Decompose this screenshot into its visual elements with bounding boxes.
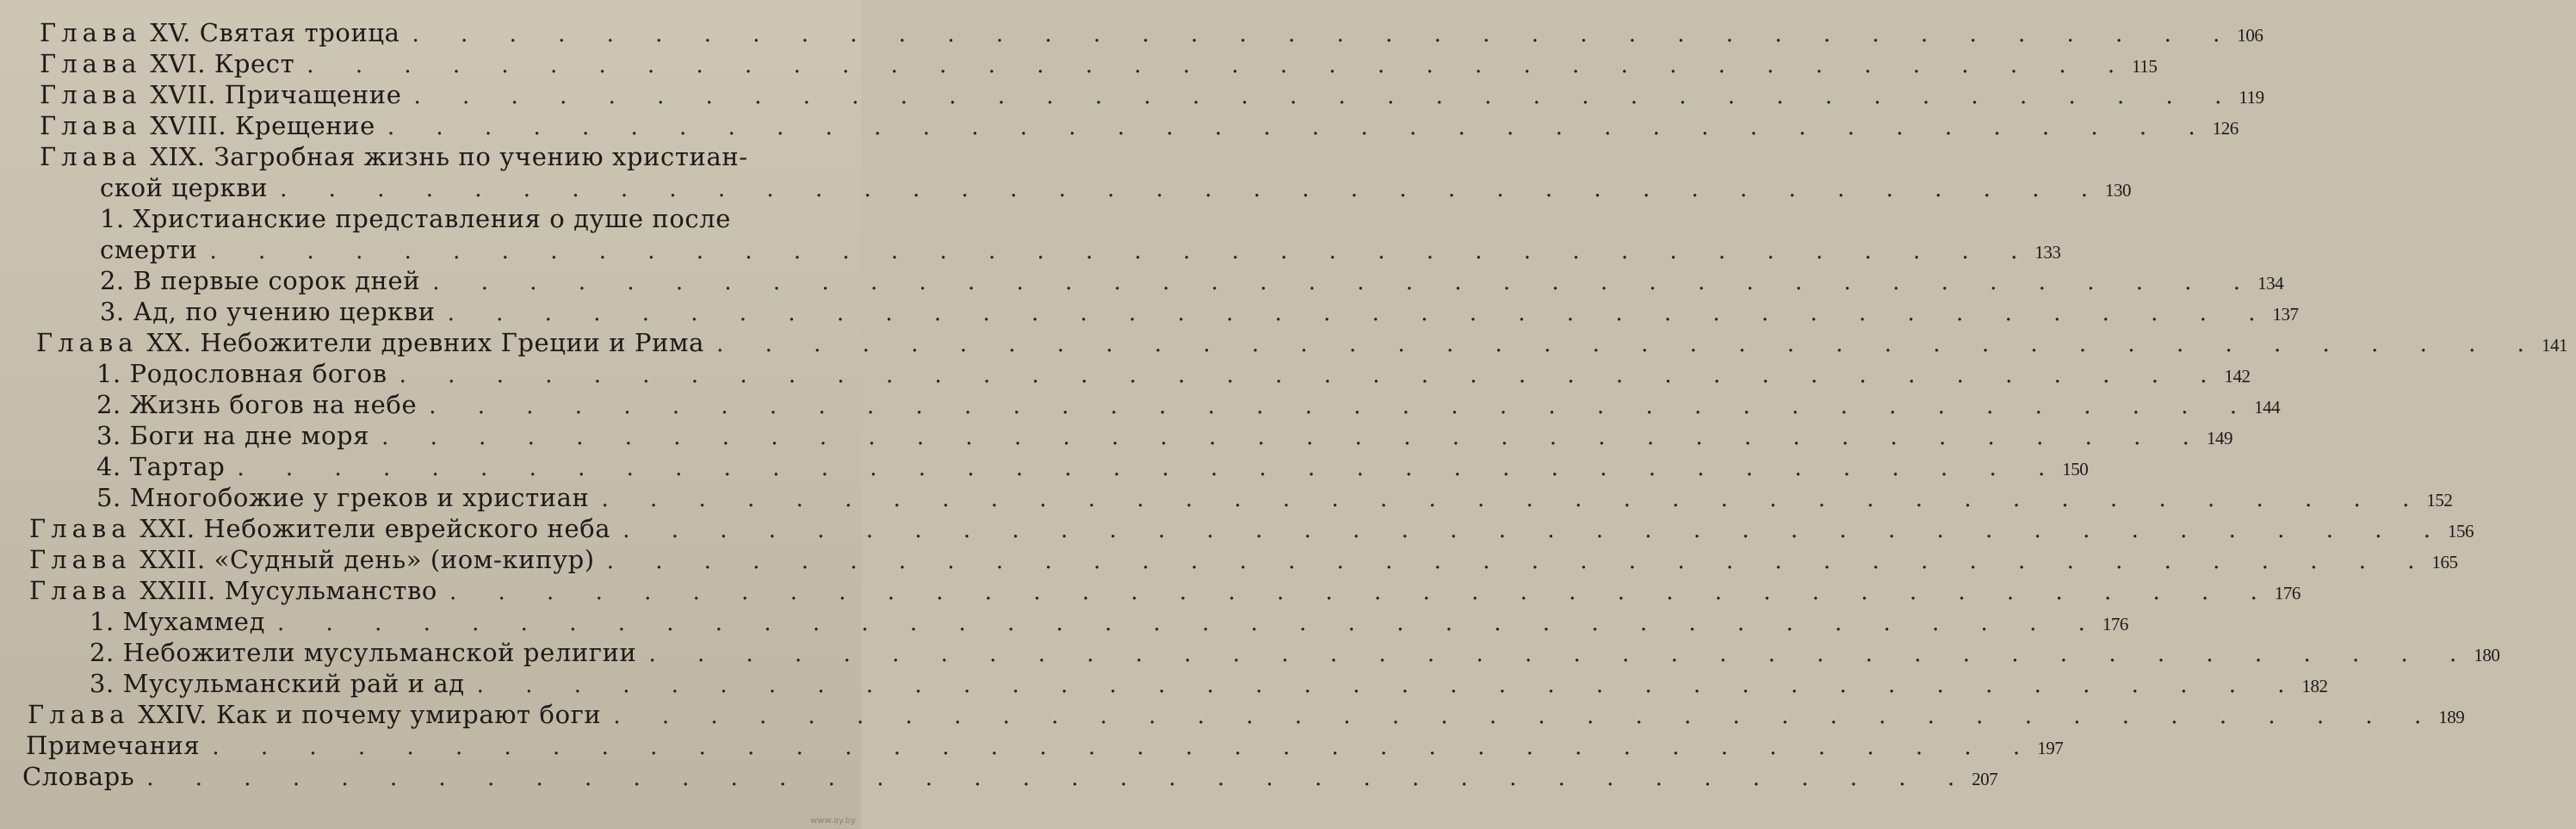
toc-entry-title xyxy=(0,141,748,172)
entry-text: 2. Небожители мусульманской религии xyxy=(90,638,637,667)
page-number: 150 xyxy=(2062,459,2089,479)
entry-text: XXII. «Судный день» (иом-кипур) xyxy=(139,545,595,574)
page-number: 133 xyxy=(2034,242,2061,263)
page-number: 180 xyxy=(2474,645,2500,665)
page-number: 144 xyxy=(2254,397,2281,418)
chapter-prefix: Глава xyxy=(28,700,130,729)
page-number: 189 xyxy=(2438,707,2465,727)
toc-entry xyxy=(0,544,2458,575)
watermark: www.ay.by xyxy=(810,816,856,826)
toc-entry-title xyxy=(0,451,225,482)
entry-text: 3. Мусульманский рай и ад xyxy=(90,669,465,698)
toc-entry-title xyxy=(0,234,198,265)
toc-entry xyxy=(0,389,2281,420)
page-number: 197 xyxy=(2037,738,2064,758)
chapter-prefix: Глава xyxy=(29,545,132,574)
dot-leader: . . . . . . . . . . . . . . . . . . . . . . . . . . . . . . . . . . . . . . xyxy=(381,424,2207,450)
page-number: 149 xyxy=(2206,428,2232,449)
toc-entry xyxy=(0,79,2264,110)
entry-text: Примечания xyxy=(26,731,201,760)
entry-text: Словарь xyxy=(22,762,135,791)
page-number: 142 xyxy=(2224,366,2251,387)
entry-text: 3. Боги на дне моря xyxy=(96,421,370,450)
toc-entry-title xyxy=(0,668,465,699)
toc-entry xyxy=(0,730,2064,761)
chapter-prefix: Глава xyxy=(29,514,132,543)
dot-leader: . . . . . . . . . . . . . . . . . . . . . . . . . . . . . . . . . . . . . . xyxy=(387,114,2213,140)
page-number: 165 xyxy=(2431,552,2458,572)
toc-entry xyxy=(0,637,2500,668)
page-number: 130 xyxy=(2105,180,2131,201)
toc-entry-title xyxy=(0,420,369,451)
toc-entry-title xyxy=(0,296,436,327)
toc-entry-title xyxy=(0,544,595,575)
dot-leader: . . . . . . . . . . . . . . . . . . . . . . . . . . . . . . . . . . . . . . xyxy=(449,579,2275,605)
dot-leader: . . . . . . . . . . . . . . . . . . . . . . . . . . . . . . . . . . . . . . xyxy=(146,765,1972,791)
toc-entry-title xyxy=(0,358,387,389)
toc-entry-title xyxy=(0,79,401,110)
toc-entry-title xyxy=(0,203,731,234)
entry-text: XIX. Загробная жизнь по учению христиан- xyxy=(150,142,748,171)
toc-entry-title xyxy=(0,172,268,203)
entry-text: XVIII. Крещение xyxy=(150,111,375,140)
dot-leader: . . . . . . . . . . . . . . . . . . . . . . . . . . . . . . . . . . . . . . xyxy=(237,455,2063,481)
page-number: 156 xyxy=(2448,521,2474,541)
chapter-prefix: Глава xyxy=(29,576,132,605)
dot-leader: . . . . . . . . . . . . . . . . . . . . . . . . . . . . . . . . . . . . . . xyxy=(212,734,2038,760)
dot-leader: . . . . . . . . . . . . . . . . . . . . . . . . . . . . . . . . . . . . . . xyxy=(209,238,2035,264)
dot-leader: . . . . . . . . . . . . . . . . . . . . . . . . . . . . . . . . . . . . . . xyxy=(447,300,2273,326)
chapter-prefix: Глава xyxy=(40,80,142,109)
dot-leader: . . . . . . . . . . . . . . . . . . . . . . . . . . . . . . . . . . . . . . xyxy=(277,610,2102,636)
entry-text: ской церкви xyxy=(100,173,269,202)
toc-entry xyxy=(0,141,861,172)
dot-leader: . . . . . . . . . . . . . . . . . . . . . . . . . . . . . . . . . . . . . . xyxy=(601,486,2427,512)
toc-entry xyxy=(0,48,2158,79)
entry-text: XXIII. Мусульманство xyxy=(139,576,437,605)
toc-entry xyxy=(0,296,2299,327)
entry-text: 1. Мухаммед xyxy=(90,607,266,636)
toc-entry xyxy=(0,234,2061,265)
toc-entry-title xyxy=(0,482,590,513)
toc-entry-title xyxy=(0,48,294,79)
toc-entry-title xyxy=(0,730,200,761)
page-number: 182 xyxy=(2301,676,2328,696)
page-number: 115 xyxy=(2132,56,2158,77)
chapter-prefix: Глава xyxy=(36,328,139,357)
entry-text: XVII. Причащение xyxy=(150,80,402,109)
toc-entry-title xyxy=(0,575,437,606)
toc-entry xyxy=(0,668,2328,699)
toc-entry xyxy=(0,482,2453,513)
toc-entry-title xyxy=(0,513,610,544)
chapter-prefix: Глава xyxy=(40,49,142,78)
chapter-prefix: Глава xyxy=(40,142,142,171)
page-number: 106 xyxy=(2237,25,2263,46)
toc-entry xyxy=(0,203,861,234)
page-number: 134 xyxy=(2257,273,2284,294)
entry-text: XXIV. Как и почему умирают боги xyxy=(138,700,602,729)
dot-leader: . . . . . . . . . . . . . . . . . . . . . . . . . . . . . . . . . . . . . . xyxy=(648,641,2474,667)
toc-entry xyxy=(0,451,2089,482)
chapter-prefix: Глава xyxy=(40,111,142,140)
page-number: 152 xyxy=(2426,490,2453,510)
toc-entry xyxy=(0,358,2251,389)
chapter-prefix: Глава xyxy=(40,18,142,47)
toc-entry xyxy=(0,265,2284,296)
toc-entry xyxy=(0,110,2239,141)
dot-leader: . . . . . . . . . . . . . . . . . . . . . . . . . . . . . . . . . . . . . . xyxy=(613,703,2439,729)
entry-text: 1. Христианские представления о душе после xyxy=(100,204,732,233)
toc-entry xyxy=(0,172,2131,203)
toc-entry-title xyxy=(0,606,265,637)
entry-text: XVI. Крест xyxy=(150,49,295,78)
toc-entry xyxy=(0,513,2474,544)
entry-text: 1. Родословная богов xyxy=(96,359,387,388)
dot-leader: . . . . . . . . . . . . . . . . . . . . . . . . . . . . . . . . . . . . . . xyxy=(412,22,2238,47)
toc-entry-title xyxy=(0,637,636,668)
dot-leader: . . . . . . . . . . . . . . . . . . . . . . . . . . . . . . . . . . . . . . xyxy=(429,393,2255,419)
page-number: 126 xyxy=(2212,118,2239,139)
toc-entry xyxy=(0,327,2567,358)
toc-entry xyxy=(0,575,2300,606)
entry-text: XV. Святая троица xyxy=(150,18,400,47)
dot-leader: . . . . . . . . . . . . . . . . . . . . . . . . . . . . . . . . . . . . . . xyxy=(622,517,2449,543)
page-number: 207 xyxy=(1972,769,1998,789)
entry-text: 4. Тартар xyxy=(96,452,226,481)
entry-text: смерти xyxy=(100,235,198,264)
dot-leader: . . . . . . . . . . . . . . . . . . . . . . . . . . . . . . . . . . . . . . xyxy=(399,362,2225,388)
toc-entry-title xyxy=(0,699,601,730)
dot-leader: . . . . . . . . . . . . . . . . . . . . . . . . . . . . . . . . . . . . . . xyxy=(432,269,2258,295)
page-number: 141 xyxy=(2541,335,2567,356)
entry-text: 5. Многобожие у греков и христиан xyxy=(96,483,590,512)
toc-entry xyxy=(0,699,2465,730)
toc-entry xyxy=(0,420,2232,451)
dot-leader: . . . . . . . . . . . . . . . . . . . . . . . . . . . . . . . . . . . . . . xyxy=(280,176,2105,202)
toc-entry xyxy=(0,606,2128,637)
page-number: 176 xyxy=(2102,614,2128,634)
toc-entry-title xyxy=(0,327,704,358)
toc-entry xyxy=(0,761,1998,792)
entry-text: 2. Жизнь богов на небе xyxy=(96,390,418,419)
entry-text: XXI. Небожители еврейского неба xyxy=(139,514,611,543)
toc-entry-title xyxy=(0,265,420,296)
dot-leader: . . . . . . . . . . . . . . . . . . . . . . . . . . . . . . . . . . . . . . xyxy=(413,84,2239,109)
dot-leader: . . . . . . . . . . . . . . . . . . . . . . . . . . . . . . . . . . . . . . xyxy=(307,53,2133,78)
dot-leader: . . . . . . . . . . . . . . . . . . . . . . . . . . . . . . . . . . . . . . xyxy=(716,331,2542,357)
dot-leader: . . . . . . . . . . . . . . . . . . . . . . . . . . . . . . . . . . . . . . xyxy=(606,548,2432,574)
toc-entry-title xyxy=(0,761,134,792)
page-number: 137 xyxy=(2272,304,2299,325)
entry-text: 3. Ад, по учению церкви xyxy=(100,297,436,326)
page-number: 119 xyxy=(2239,87,2264,108)
entry-text: XX. Небожители древних Греции и Рима xyxy=(146,328,705,357)
entry-text: 2. В первые сорок дней xyxy=(100,266,421,295)
page-number: 176 xyxy=(2274,583,2300,603)
toc-entry xyxy=(0,17,2263,48)
dot-leader: . . . . . . . . . . . . . . . . . . . . . . . . . . . . . . . . . . . . . . xyxy=(476,672,2302,698)
toc-entry-title xyxy=(0,17,400,48)
toc-entry-title xyxy=(0,110,375,141)
toc-entry-title xyxy=(0,389,417,420)
